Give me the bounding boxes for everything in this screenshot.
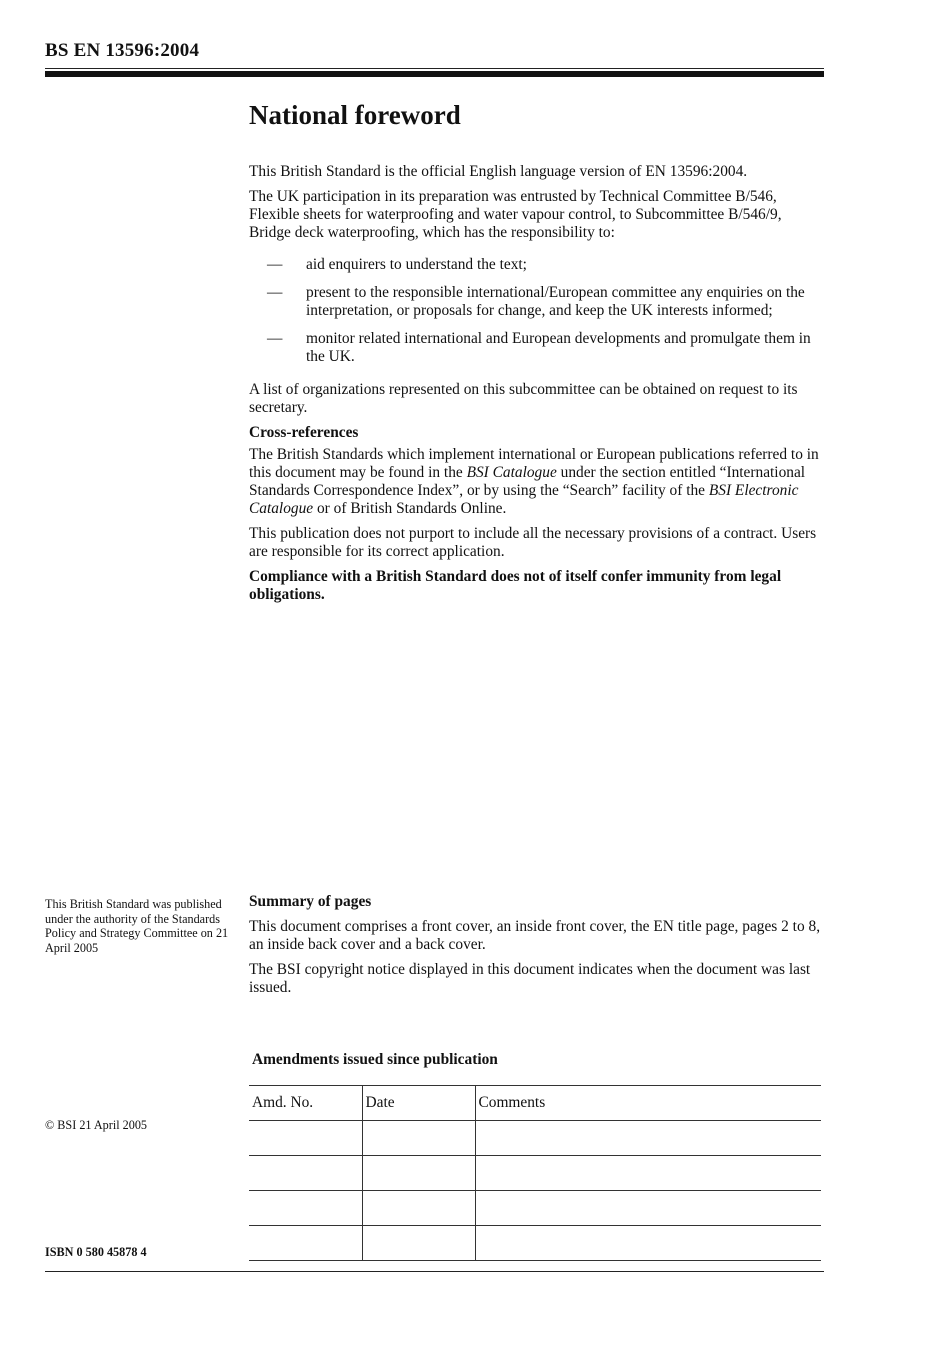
list-item bbox=[249, 330, 824, 366]
amendments-title: Amendments issued since publication bbox=[252, 1051, 498, 1068]
responsibility-list bbox=[249, 256, 824, 366]
crossref-text-3: or of British Standards Online. bbox=[313, 500, 507, 517]
publication-authority-note: This British Standard was published under the authority of the Standards Policy and Strategy Committee on 21 April 2005 bbox=[45, 897, 229, 956]
participation-paragraph: The UK participation in its preparation was entrusted by Technical Committee B/546, Flexible sheets for waterproofing and water vapour control, to Subcommittee B/546/9, Bridge deck waterproofing, which has the responsibility to: bbox=[249, 188, 782, 241]
table-row bbox=[249, 1121, 821, 1156]
list-item-text: monitor related international and European developments and promulgate them in the UK. bbox=[306, 330, 811, 365]
bsi-catalogue-title: BSI Catalogue bbox=[466, 464, 557, 481]
standard-identifier: BS EN 13596:2004 bbox=[45, 40, 200, 61]
organizations-paragraph: A list of organizations represented on this subcommittee can be obtained on request to its secretary. bbox=[249, 381, 798, 416]
table-row bbox=[249, 1156, 821, 1191]
copyright-line: © BSI 21 April 2005 bbox=[45, 1118, 148, 1132]
bsi-electronic-catalogue-title: BSI Electronic Catalogue bbox=[249, 482, 799, 517]
summary-of-pages bbox=[249, 893, 824, 1004]
intro-paragraph: This British Standard is the official English language version of EN 13596:2004. bbox=[249, 163, 748, 180]
table-header-row bbox=[249, 1086, 821, 1121]
foreword-body bbox=[249, 163, 824, 611]
list-item-text: aid enquirers to understand the text; bbox=[306, 256, 527, 273]
page-title: National foreword bbox=[249, 100, 461, 130]
summary-paragraph: This document comprises a front cover, an inside front cover, the EN title page, pages 2 to 8, an inside back cover and a back cover. bbox=[249, 918, 821, 953]
list-item bbox=[249, 256, 824, 274]
isbn-number: ISBN 0 580 45878 4 bbox=[45, 1245, 147, 1259]
crossref-text-1: The British Standards which implement international or European publications referred to in this document may be found in the bbox=[249, 446, 819, 481]
compliance-notice: Compliance with a British Standard does not of itself confer immunity from legal obligations. bbox=[249, 568, 782, 603]
dash-bullet: — bbox=[267, 330, 283, 347]
column-header-date: Date bbox=[362, 1086, 475, 1121]
copyright-notice-paragraph: The BSI copyright notice displayed in this document indicates when the document was last issued. bbox=[249, 961, 811, 996]
dash-bullet: — bbox=[267, 284, 283, 301]
summary-heading: Summary of pages bbox=[249, 893, 372, 910]
list-item-text: present to the responsible international/European committee any enquiries on the interpretation, or proposals for change, and keep the UK interests informed; bbox=[306, 284, 805, 319]
table-row bbox=[249, 1191, 821, 1226]
header-thin-rule bbox=[45, 68, 824, 69]
dash-bullet: — bbox=[267, 256, 283, 273]
table-row bbox=[249, 1226, 821, 1261]
list-item bbox=[249, 284, 824, 320]
footer-rule bbox=[45, 1271, 824, 1272]
cross-references-paragraph bbox=[249, 446, 824, 518]
header-thick-rule bbox=[45, 71, 824, 77]
amendments-table bbox=[249, 1085, 821, 1261]
cross-references-heading: Cross-references bbox=[249, 424, 359, 441]
crossref-text-2: under the section entitled “International Standards Correspondence Index”, or by using the “Search” facility of the bbox=[249, 464, 806, 499]
provisions-paragraph: This publication does not purport to include all the necessary provisions of a contract. Users are responsible for its correct application. bbox=[249, 525, 817, 560]
column-header-amd-no: Amd. No. bbox=[249, 1086, 362, 1121]
column-header-comments: Comments bbox=[475, 1086, 821, 1121]
